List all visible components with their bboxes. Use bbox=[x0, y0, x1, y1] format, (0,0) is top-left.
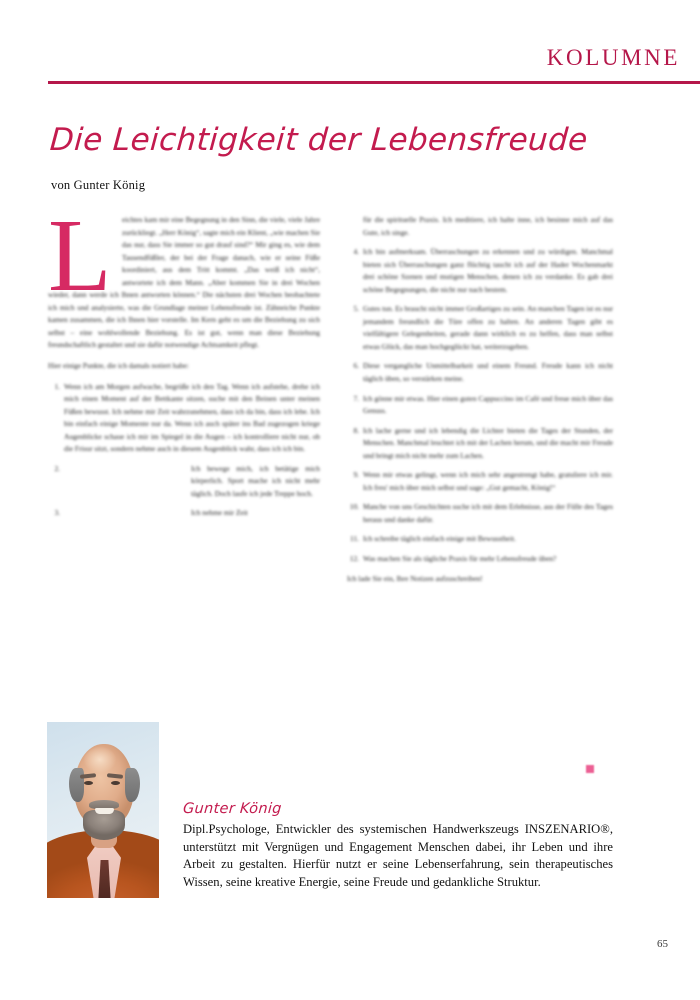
portrait-beard bbox=[83, 810, 125, 840]
list-item bbox=[48, 463, 320, 501]
author-portrait-photo bbox=[47, 722, 159, 898]
list-item-text: Ich bewege mich, ich betätige mich körperlich. Sport mache ich nicht mehr täglich. Doch laufe ich jede Treppe hoch. bbox=[191, 463, 320, 498]
left-numbered-list bbox=[48, 381, 320, 520]
list-item-text: Was machen Sie als tägliche Praxis für mehr Lebensfreude üben? bbox=[363, 554, 557, 564]
drop-cap: L bbox=[48, 198, 112, 313]
list-item-text: Wenn ich am Morgen aufwache, begrüße ich den Tag. Wenn ich aufstehe, drehe ich mich einen Moment auf der Bettkante sitzen, suche mit den Beinen unter meinen Füßen bewusst. Ich nehme mir Zeit wahrzunehmen, dass ich da bin, dass ich lebe. Ich bin einfach einige Momente nur da. Wenn ich auch später ins Bad zugezogen kriege Augenblicke schaue ich mir im Spiegel in die Augen – ich kontrolliere nicht nur, ob die Frisur sitzt, sondern nehme auch in diesem Augenblick wahr, dass ich ich bin. bbox=[64, 381, 320, 454]
article-byline: von Gunter König bbox=[51, 178, 146, 192]
list-item bbox=[347, 303, 613, 353]
page-title: Die Leichtigkeit der Lebensfreude bbox=[48, 122, 589, 158]
lead-paragraph bbox=[48, 198, 320, 352]
list-item-number: 5. bbox=[353, 304, 359, 314]
list-item bbox=[347, 214, 613, 239]
closing-line: Ich lade Sie ein, Ihre Notizen aufzuschreiben! bbox=[347, 573, 483, 583]
list-item-number: 8. bbox=[353, 425, 359, 435]
section-label: KOLUMNE bbox=[546, 45, 680, 70]
list-item-text: Diese vergangliche Unmittelbarkeit und einem Freund. Freude kann ich nicht täglich üben, so verstärken meine. bbox=[363, 361, 613, 384]
list-item-number bbox=[347, 214, 359, 227]
list-item-text: Ich lache gerne und ich lebendig die Lichter bieten die Tages der Stunden, der Menschen. Manchmal leuchtet ich mit der Lachen herum, und die macht mir Freude und bringt mich nicht mehr zum Lachen. bbox=[363, 425, 613, 460]
list-item bbox=[48, 381, 320, 456]
list-item-number: 4. bbox=[353, 247, 359, 257]
list-item bbox=[48, 507, 320, 520]
list-item-number: 1. bbox=[54, 381, 60, 391]
list-item-text: für die spirituelle Praxis. Ich meditiere, ich halte inne, ich besinne mich auf das Gute, ich singe. bbox=[363, 215, 613, 237]
author-bio-block bbox=[183, 800, 613, 891]
portrait-eye-right bbox=[111, 781, 120, 785]
end-of-article-marker bbox=[586, 765, 594, 773]
header-rule bbox=[48, 81, 700, 84]
portrait-hair-left bbox=[69, 768, 84, 802]
running-head bbox=[48, 46, 700, 86]
list-item bbox=[347, 246, 613, 296]
author-name: Gunter König bbox=[182, 801, 283, 817]
list-item-text: Wenn mir etwas gelingt, wenn ich mich sehr angestrengt habe, gratuliere ich mir. Ich freu' mich über mich selbst und sage: „Gut gemacht, König!“ bbox=[363, 470, 613, 492]
list-item bbox=[347, 501, 613, 526]
lead-paragraph-text: eichtes kam mir eine Begegnung in den Sinn, die viele, viele Jahre zurückliegt. „Herr König“, sagte mich ein Klient, „wie machen Sie das nur, dass Sie immer so gut drauf sind?“ Mir ging es, wie dem Tausendfüßler, der bei der Frage danach, wie er seine Füße koordiniert, aus dem Tritt kommt. „Das weiß ich nicht“, antwortete ich dem Mann. „Aber kommen Sie in drei Wochen wieder, dann werde ich Ihnen antworten können.“ Die nächsten drei Wochen beobachtete ich mich und analysierte, was die Grundlage meiner Lebensfreude ist. Zähneiche Punkte kamen zusammen, die ich Ihnen hier vorstelle. Im Kern geht es um die Beziehung zu sich selbst – eine wohlwollende Beziehung. Es ist gut, wenn man diese Beziehung freundschaftlich gestaltet und sie dafür notwendige Achtsamkeit pflegt. bbox=[48, 215, 320, 350]
portrait-eye-left bbox=[84, 781, 93, 785]
list-item-number: 10. bbox=[349, 502, 359, 512]
list-item-text: Ich bin aufmerksam. Überraschungen zu erkennen und zu würdigen. Manchmal bieten sich Überraschungen ganz flüchtig taucht ich auf der Hader Wochenmarkt drei schöne Szenen und mutigen Menschen, denen ich zu verdanke. Es gab drei schöne Begegnungen, die nicht nur nach bestem. bbox=[363, 247, 613, 294]
list-item-text: Manche von uns Geschichten suche ich mit dem Erlebnisse, aus der Fülle des Tages heraus und danke dafür. bbox=[363, 502, 613, 524]
list-item-number: 7. bbox=[353, 393, 359, 403]
list-item bbox=[347, 469, 613, 494]
body-column-right bbox=[347, 214, 613, 774]
photo-wrap-spacer bbox=[64, 467, 181, 653]
list-item-text: Ich gönne mir etwas. Hier einen guten Cappuccino im Café und freue mich über das Genuss. bbox=[363, 393, 613, 416]
list-item-number: 2. bbox=[54, 463, 60, 473]
list-item-text: Ich schreibe täglich einfach einige mit Bewusstheit. bbox=[363, 534, 516, 544]
list-item bbox=[347, 393, 613, 418]
list-item bbox=[347, 533, 613, 546]
list-item bbox=[347, 425, 613, 463]
portrait-mouth bbox=[95, 808, 114, 814]
list-item-text: Ich nehme mir Zeit bbox=[191, 508, 248, 518]
right-numbered-list bbox=[347, 214, 613, 566]
drop-cap-spacer bbox=[48, 214, 122, 288]
list-item-number: 3. bbox=[54, 508, 60, 518]
list-intro-line: Hier einige Punkte, die ich damals notiert habe: bbox=[48, 361, 189, 371]
list-item-text: Gutes tun. Es braucht nicht immer Großartiges zu sein. An manchen Tagen ist es nur jemandem freundlich die Türe offen zu halten. An anderen Tagen gibt es vielfältigere Gelegenheiten, gerade dann wirklich es zu helfen, dass man selbst etwas Glück, das man hochgeglückt hat, weiterzugeben. bbox=[363, 304, 613, 351]
list-item-number: 12. bbox=[349, 554, 359, 564]
page-number: 65 bbox=[657, 938, 668, 950]
body-column-left bbox=[48, 198, 320, 794]
list-item-number: 9. bbox=[353, 470, 359, 480]
list-item-number: 11. bbox=[350, 534, 359, 544]
author-bio-text: Dipl.Psychologe, Entwickler des systemischen Handwerkszeugs INSZENARIO®, unterstützt mit Vergnügen und Engagement Menschen dabei, ihr Leben und ihre Arbeit zu gestalten. Hierfür nutzt er seine Lebenserfahrung, sein therapeutisches Wissen, seine kreative Energie, seine Freude und gedankliche Struktur. bbox=[183, 822, 613, 889]
list-item-number: 6. bbox=[353, 361, 359, 371]
list-item bbox=[347, 553, 613, 566]
list-item bbox=[347, 360, 613, 385]
